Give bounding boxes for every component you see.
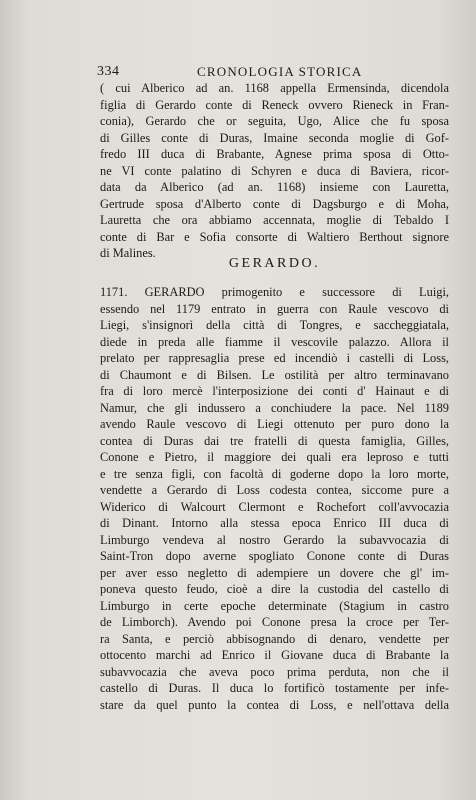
text-line: avendo Raule vescovo di Liegi ottenuto per puro dono la bbox=[100, 417, 449, 431]
text-line: ra Santa, e perciò abbisognando di denaro, vendette per bbox=[100, 631, 449, 646]
text-line: data da Alberico (ad an. 1168) insieme con Lauretta, bbox=[100, 180, 449, 194]
text-line: essendo nel 1179 entrato in guerra con Raule vescovo di bbox=[100, 301, 449, 316]
text-line: poneva questo feudo, cioè a dire la custodia del castello di bbox=[100, 582, 449, 596]
text-line: conia), Gerardo che or seguita, Ugo, Alice che fu sposa bbox=[100, 114, 449, 128]
text-line: Gertrude sposa d'Alberto conte di Dagsburgo e di Moha, bbox=[100, 196, 449, 211]
text-line: ne VI conte palatino di Schyren e duca di Baviera, ricor- bbox=[100, 163, 449, 178]
text-line: per aver esso negletto di adempiere un dovere che gl' im- bbox=[100, 565, 449, 580]
text-line: fra di loro mercè l'interposizione dei conti d' Hainaut e di bbox=[100, 384, 449, 398]
text-line: Limburgo in certe epoche determinate (Stagium in castro bbox=[100, 598, 449, 613]
text-line: Namur, che gli indussero a conchiudere la pace. Nel 1189 bbox=[100, 400, 449, 415]
text-line: contea di Duras dai tre fratelli di questa famiglia, Gilles, bbox=[100, 433, 449, 448]
text-line: ottocento marchi ad Enrico il Giovane duca di Brabante la bbox=[100, 648, 449, 662]
text-line: figlia di Gerardo conte di Reneck ovvero Rieneck in Fran- bbox=[100, 97, 449, 112]
text-line: di Gilles conte di Duras, Imaine seconda moglie di Gof- bbox=[100, 130, 449, 145]
text-line: vendette a Gerardo di Loss codesta contea, siccome pure a bbox=[100, 483, 449, 497]
text-line: de Limborch). Avendo poi Conone presa la croce per Ter- bbox=[100, 615, 449, 629]
text-line: Saint-Tron dopo averne spogliato Conone conte di Duras bbox=[100, 549, 449, 563]
page-number: 334 bbox=[97, 64, 120, 79]
text-line: fredo III duca di Brabante, Agnese prima sposa di Otto- bbox=[100, 147, 449, 161]
section-title: GERARDO. bbox=[228, 256, 321, 271]
text-line: di Chaumont e di Bilsen. Le ostilità per altro terminavano bbox=[100, 367, 449, 382]
paragraph-continuation bbox=[100, 80, 449, 262]
text-line: Lauretta che ora abbiamo accennata, moglie di Tebaldo I bbox=[100, 213, 449, 227]
text-line: Liegi, s'insignorì della città di Tongres, e saccheggiatala, bbox=[100, 318, 449, 332]
text-line: subavvocazia che aveva poco prima perduta, non che il bbox=[100, 664, 449, 679]
text-line: conte di Bar e Sofia consorte di Waltiero Berthout signore bbox=[100, 229, 449, 244]
text-line: di Malines. bbox=[100, 246, 156, 260]
text-line: prelato per rappresaglia prese ed incendiò i castelli di Loss, bbox=[100, 351, 449, 365]
paragraph-gerardo bbox=[100, 284, 449, 713]
text-line: 1171. GERARDO primogenito e successore di Luigi, bbox=[100, 285, 449, 299]
text-line: castello di Duras. Il duca lo fortificò tostamente per infe- bbox=[100, 681, 449, 695]
text-line: Widerico di Walcourt Clermont e Rochefort coll'avvocazia bbox=[100, 499, 449, 514]
text-line: Limburgo vendeva al nostro Gerardo la subavvocazia di bbox=[100, 532, 449, 547]
text-line: Conone e Pietro, il maggiore dei quali era leproso e tutti bbox=[100, 450, 449, 464]
running-title: CRONOLOGIA STORICA bbox=[197, 64, 363, 79]
blank-lower-page bbox=[0, 672, 476, 800]
text-line: di Dinant. Intorno alla stessa epoca Enrico III duca di bbox=[100, 516, 449, 530]
text-line: e tre senza figli, con facoltà di goderne dopo la loro morte, bbox=[100, 466, 449, 481]
text-line: stare da quel punto la contea di Loss, e nell'ottava della bbox=[100, 697, 449, 712]
text-line: ( cui Alberico ad an. 1168 appella Ermensinda, dicendola bbox=[100, 81, 449, 95]
text-line: diede in preda alle fiamme il vescovile palazzo. Allora il bbox=[100, 334, 449, 349]
